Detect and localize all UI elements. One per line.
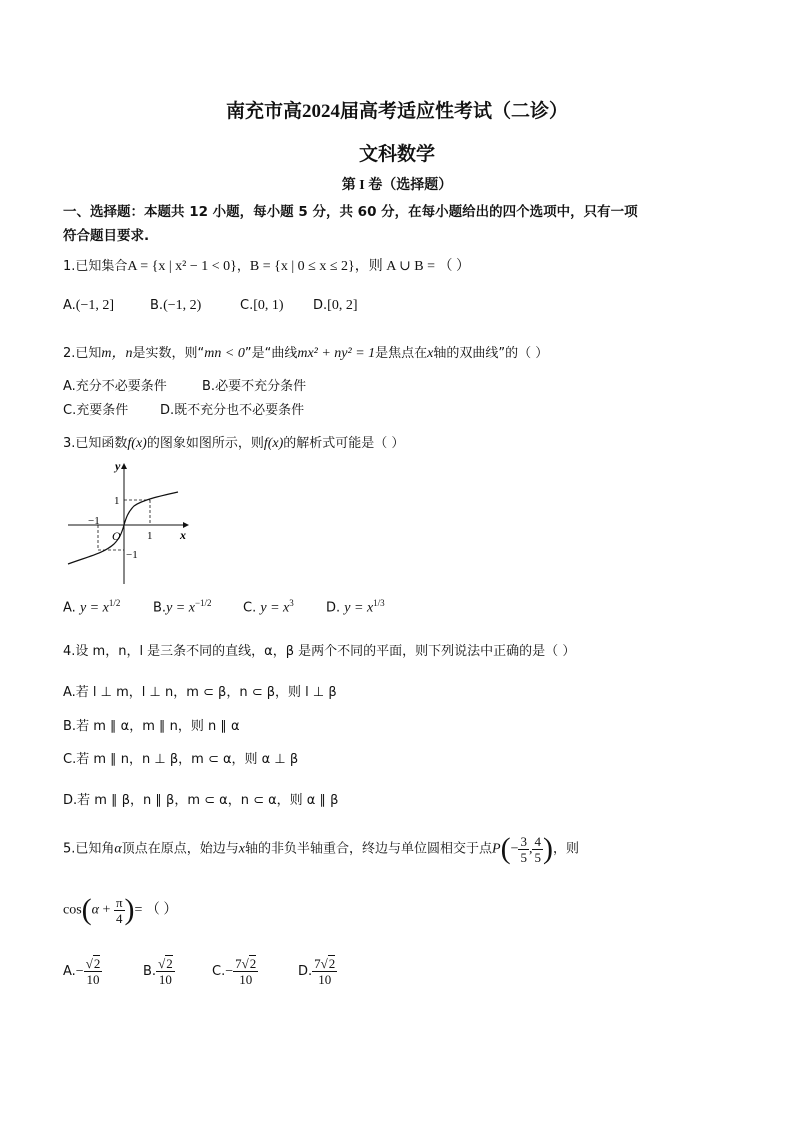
origin-label: O (112, 529, 121, 543)
y-label: y (115, 459, 121, 473)
q1-option-d[interactable]: D.[0, 2] (313, 298, 358, 313)
px-fraction: $\frac{3}{5}$ (520, 833, 527, 865)
q3-option-c[interactable]: C. $y = x^3$ (243, 598, 294, 616)
q2-option-d[interactable]: D.既不充分也不必要条件 (160, 403, 305, 418)
q3-option-b[interactable]: $B.y = x^{-1/2}$ (153, 598, 212, 616)
q4-option-c[interactable]: C.若 m ∥ n，n ⊥ β，m ⊂ α，则 α ⊥ β (63, 752, 299, 767)
py-fraction: $\frac{4}{5}$ (534, 833, 541, 865)
set-b: B = {x | 0 ≤ x ≤ 2} (249, 259, 355, 274)
q5-option-c[interactable]: C.− $\frac{7√2}{10}$ (212, 956, 257, 987)
question-4-stem: 4.设 m，n，l 是三条不同的直线，α，β 是两个不同的平面，则下列说法中正确的是（ ） (63, 644, 576, 659)
xtick-1: 1 (147, 530, 153, 542)
q1-option-a[interactable]: A.(−1, 2] (63, 298, 115, 313)
function-curve (68, 492, 178, 564)
q1-option-b[interactable]: B.(−1, 2) (150, 298, 202, 313)
q1-option-c[interactable]: C.[0, 1) (240, 298, 284, 313)
page-title: 南充市高2024届高考适应性考试（二诊） (225, 101, 568, 122)
volume-title: 第 I 卷（选择题） (341, 178, 453, 193)
question-3-stem: 3.已知函数f(x)的图象如图所示，则f(x)的解析式可能是（ ） (63, 436, 405, 451)
section-intro-line2: 符合题目要求. (63, 228, 150, 244)
q4-option-b[interactable]: B.若 m ∥ α，m ∥ n，则 n ∥ α (63, 719, 240, 734)
q3-option-d[interactable]: D. $y = x^{1/3}$ (326, 598, 385, 616)
q3-option-a[interactable]: A. $y = x^{1/2}$ (63, 598, 121, 616)
q2-option-b[interactable]: B.必要不充分条件 (202, 379, 307, 394)
q5-option-b[interactable]: B. $\frac{√2}{10}$ (143, 956, 173, 987)
q5-option-a[interactable]: A.− $\frac{√2}{10}$ (63, 956, 101, 987)
q5-option-d[interactable]: D. $\frac{7√2}{10}$ (298, 956, 336, 987)
question-5-expression: cos(α + $\frac{\pi}{4}$ )= （ ） (63, 893, 178, 926)
set-a: A = {x | x² − 1 < 0} (127, 259, 237, 274)
pi-over-4: $\frac{\pi}{4}$ (115, 894, 123, 926)
xtick-neg1: −1 (88, 515, 100, 527)
function-graph (60, 458, 195, 588)
question-5-stem: 5.已知角α顶点在原点，始边与x轴的非负半轴重合，终边与单位圆相交于点P(− $\frac{3}{5}$ , $\frac{4}{5}$ )，则 (63, 832, 579, 865)
x-label: x (180, 528, 186, 542)
q2-option-c[interactable]: C.充要条件 (63, 403, 129, 418)
ytick-neg1: −1 (126, 549, 138, 561)
question-2-stem: 2.已知m，n是实数，则“mn < 0”是“曲线mx² + ny² = 1是焦点在x轴的双曲线”的（ ） (63, 346, 549, 361)
q2-option-a[interactable]: A.充分不必要条件 (63, 379, 167, 394)
subject-title: 文科数学 (358, 144, 435, 165)
section-intro-line1: 一、选择题：本题共 12 小题，每小题 5 分，共 60 分，在每小题给出的四个选项中，只有一项 (63, 204, 638, 220)
ytick-1: 1 (114, 495, 120, 507)
q4-option-d[interactable]: D.若 m ∥ β，n ∥ β，m ⊂ α，n ⊂ α，则 α ∥ β (63, 793, 339, 808)
question-1-stem: 1.已知集合A = {x | x² − 1 < 0}，B = {x | 0 ≤ x ≤ 2}，则 A ∪ B = （ ） (63, 259, 471, 274)
q4-option-a[interactable]: A.若 l ⊥ m，l ⊥ n，m ⊂ β，n ⊂ β，则 l ⊥ β (63, 685, 337, 700)
